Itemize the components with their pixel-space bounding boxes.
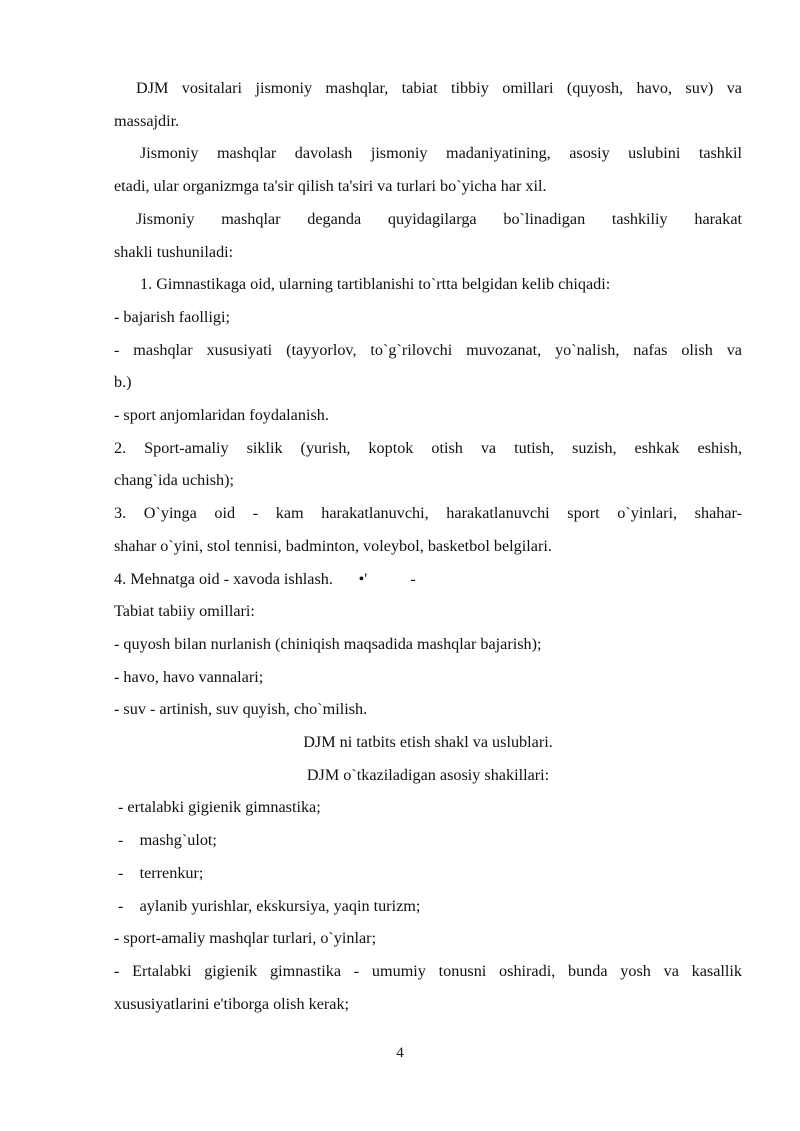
list-item: 3. O`yinga oid - kam harakatlanuvchi, harakatlanuvchi sport o`yinlari, shahar- [114, 504, 742, 523]
stray-mark: •' [358, 569, 368, 588]
document-page [114, 72, 742, 1020]
list-item: 2. Sport-amaliy siklik (yurish, koptok otish va tutish, suzish, eshkak eshish, [114, 438, 742, 457]
list-item: - mashqlar xususiyati (tayyorlov, to`g`rilovchi muvozanat, yo`nalish, nafas olish va [114, 340, 742, 359]
centered-heading: DJM o`tkaziladigan asosiy shakillari: [306, 765, 550, 784]
centered-heading: DJM ni tatbits etish shakl va uslublari. [303, 733, 553, 752]
list-item: xususiyatlarini e'tiborga olish kerak; [114, 994, 350, 1013]
paragraph-line: Jismoniy mashqlar deganda quyidagilarga bo`linadigan tashkiliy harakat [136, 209, 742, 228]
list-item: - mashg`ulot; [118, 831, 217, 850]
paragraph-line: etadi, ular organizmga ta'sir qilish ta'siri va turlari bo`yicha har xil. [114, 177, 547, 196]
list-item: - suv - artinish, suv quyish, cho`milish. [114, 700, 368, 719]
list-item: b.) [114, 373, 132, 392]
paragraph-line: Jismoniy mashqlar davolash jismoniy madaniyatining, asosiy uslubini tashkil [140, 144, 742, 163]
list-item: - aylanib yurishlar, ekskursiya, yaqin turizm; [118, 896, 421, 915]
list-item: - ertalabki gigienik gimnastika; [118, 798, 321, 817]
list-item-text: 4. Mehnatga oid - xavoda ishlash. [114, 569, 333, 588]
list-item: - sport anjomlaridan foydalanish. [114, 406, 329, 425]
list-item: shahar o`yini, stol tennisi, badminton, voleybol, basketbol belgilari. [114, 536, 552, 555]
list-item: - bajarish faolligi; [114, 307, 230, 326]
list-item: - Ertalabki gigienik gimnastika - umumiy tonusni oshiradi, bunda yosh va kasallik [114, 961, 742, 980]
paragraph-line: massajdir. [114, 111, 180, 130]
paragraph-line: DJM vositalari jismoniy mashqlar, tabiat tibbiy omillari (quyosh, havo, suv) va [136, 79, 742, 97]
stray-mark: - [410, 569, 416, 588]
list-heading: 1. Gimnastikaga oid, ularning tartiblanishi to`rtta belgidan kelib chiqadi: [140, 275, 611, 294]
list-item: - terrenkur; [118, 863, 204, 882]
list-item [114, 563, 742, 596]
list-item: chang`ida uchish); [114, 471, 235, 490]
paragraph-line: shakli tushuniladi: [114, 242, 234, 261]
list-item: - havo, havo vannalari; [114, 667, 264, 686]
page-number: 4 [396, 1045, 404, 1061]
list-item: - quyosh bilan nurlanish (chiniqish maqsadida mashqlar bajarish); [114, 634, 542, 653]
section-label: Tabiat tabiiy omillari: [114, 602, 255, 621]
list-item: - sport-amaliy mashqlar turlari, o`yinlar; [114, 929, 377, 948]
